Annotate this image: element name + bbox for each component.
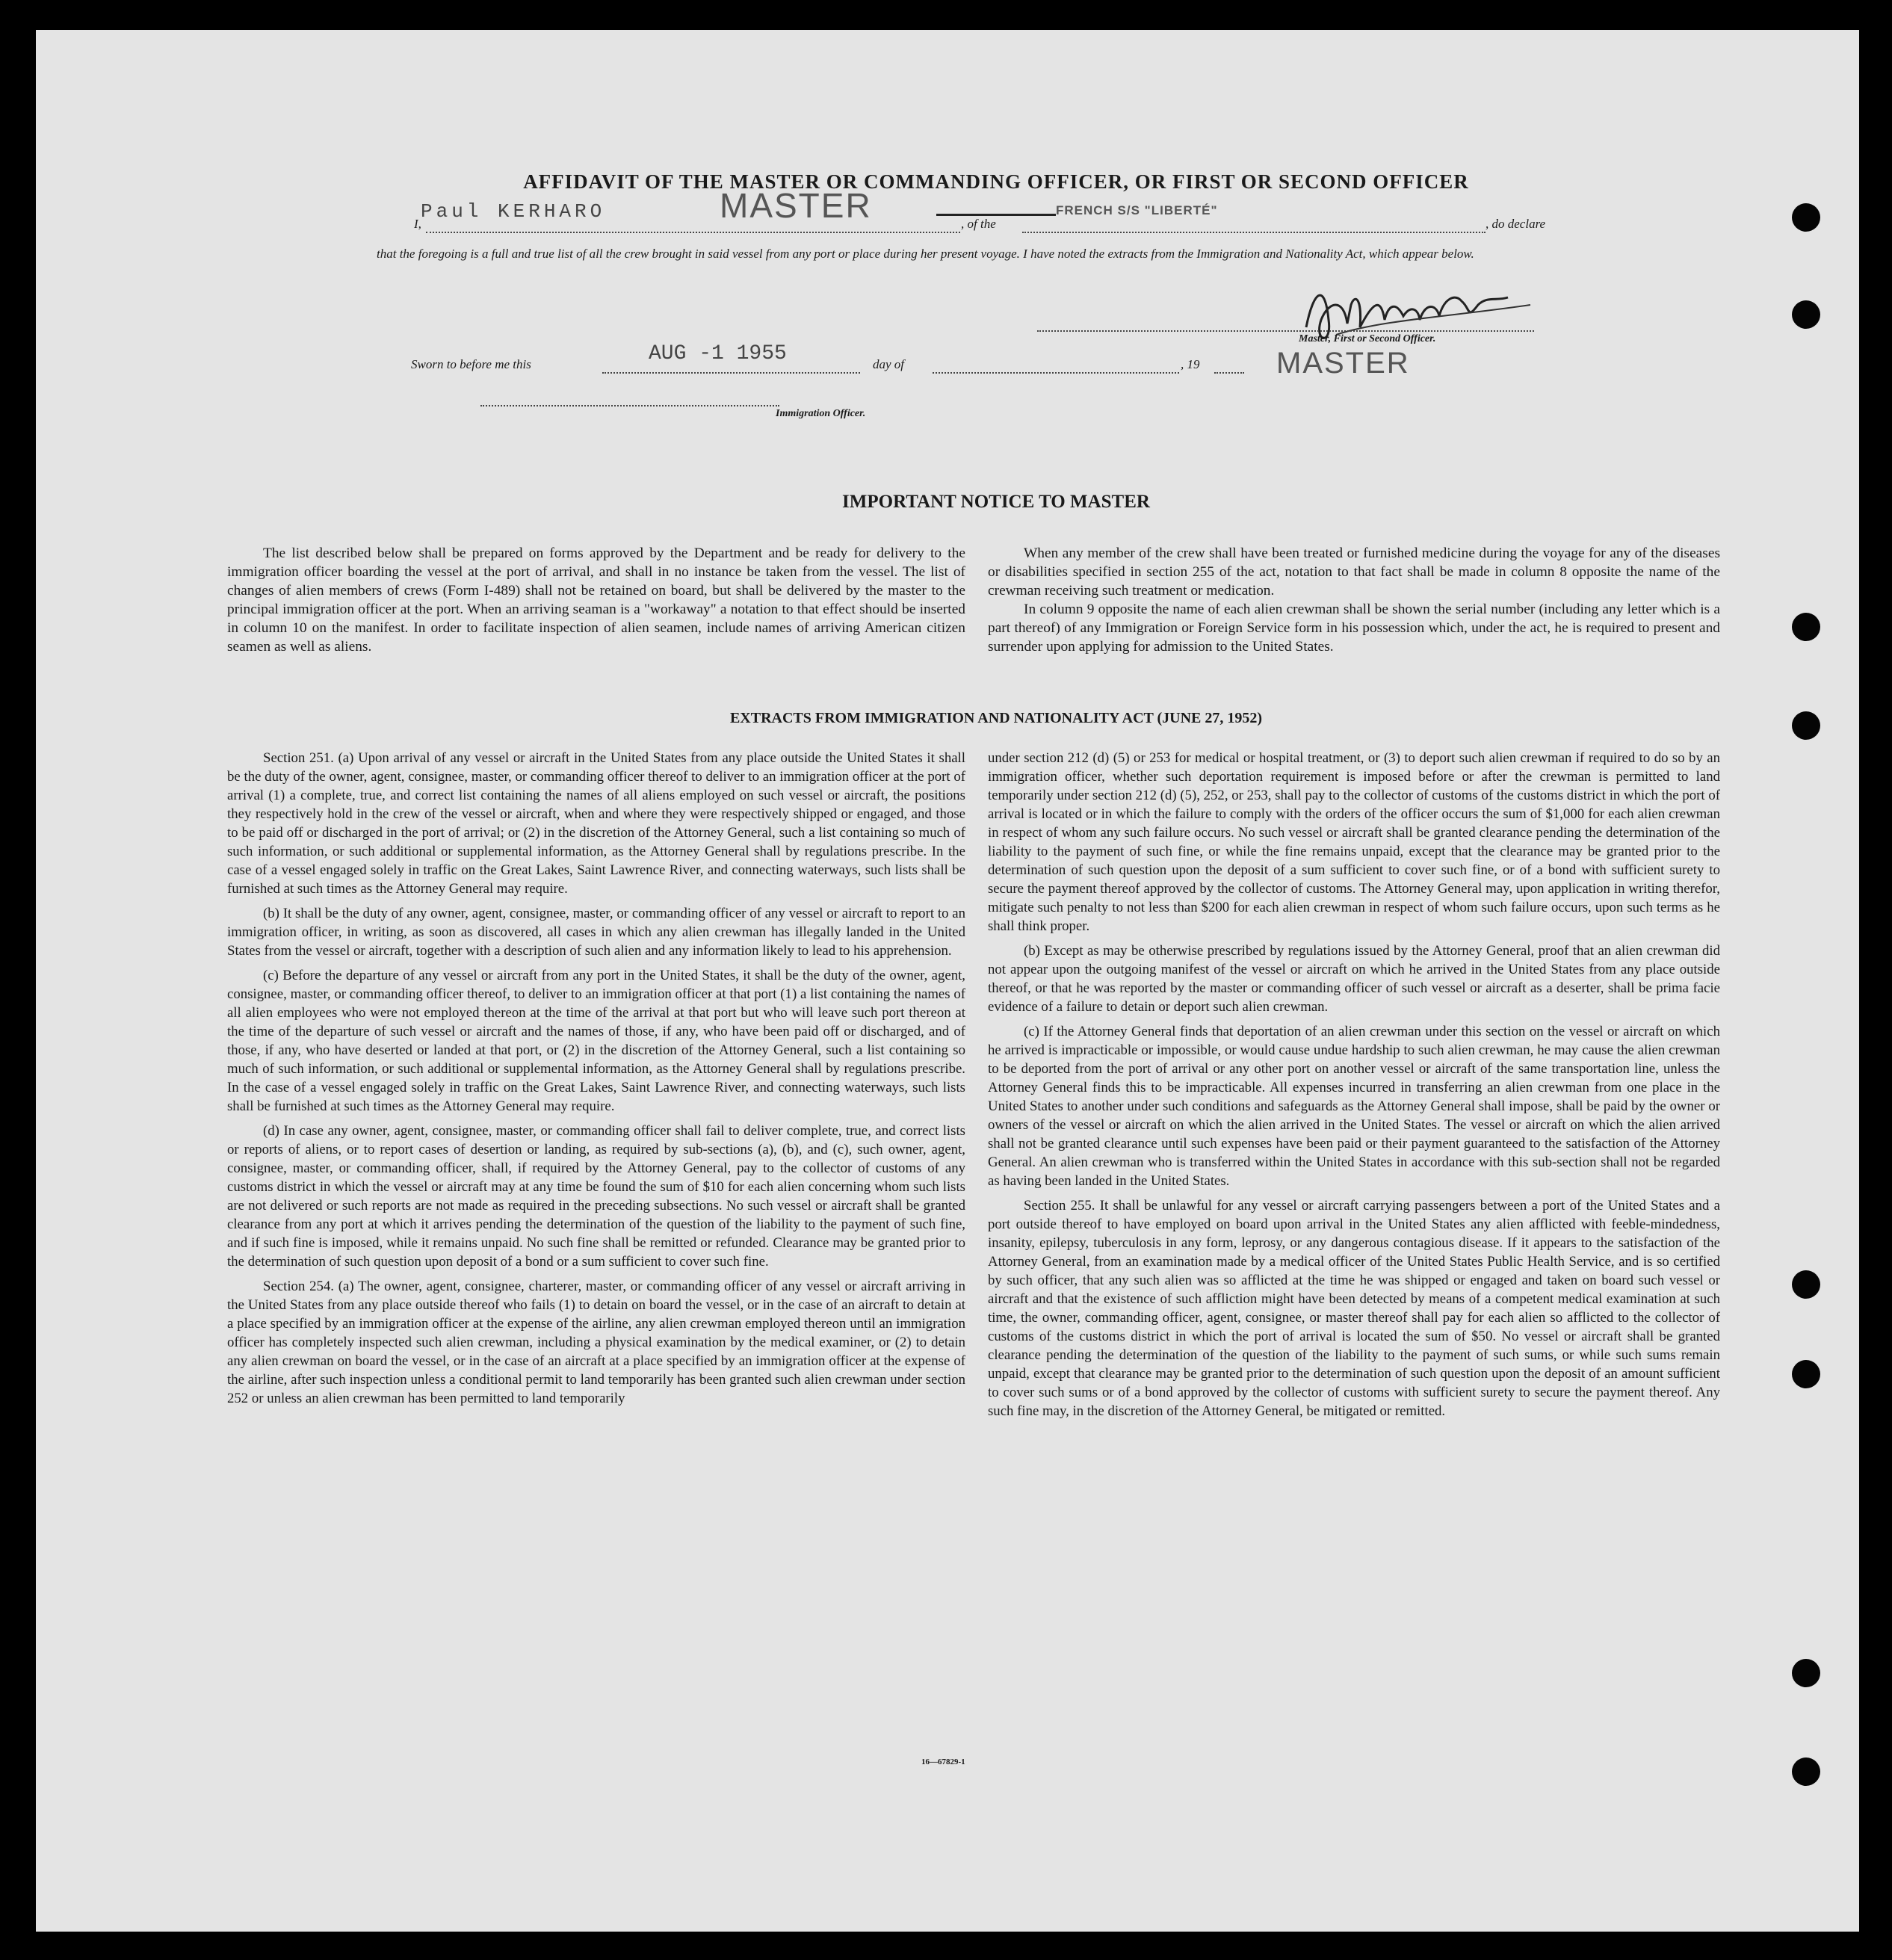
master-name: Paul KERHARO [421,200,606,223]
binder-hole [1792,1270,1820,1299]
document-page [36,30,1859,1932]
binder-hole [1792,1659,1820,1687]
notice-left-column [227,544,965,662]
title-rule [936,214,1056,216]
immigration-officer-caption: Immigration Officer. [776,408,866,419]
form-number: 16—67829-1 [921,1757,965,1766]
notice-right-column [988,544,1720,662]
sworn-date-line [602,372,860,374]
extracts-title: EXTRACTS FROM IMMIGRATION AND NATIONALITY ACT (JUNE 27, 1952) [729,710,1263,726]
affidavit-title: AFFIDAVIT OF THE MASTER OR COMMANDING OFFICER, OR FIRST OR SECOND OFFICER [523,170,1469,193]
name-field-line [426,232,960,233]
section-254-a-continued: under section 212 (d) (5) or 253 for medical or hospital treatment, or (3) to deport such alien crewman if required to do so by an immigration officer, whether such deportation requirement is imposed before or after the crewman is permitted to land temporarily under section 212 (d) (5), 252, or 253, shall pay to the collector of customs of the customs district in which the port of arrival is located or in which the failure to comply with the orders of the officer occurs the sum of $1,000 for each alien crewman in respect of whom any such failure occurs. No such vessel or aircraft shall be granted clearance pending the determination of the liability to the payment of such fine, or while the fine remains unpaid, except that the clearance may be granted prior to the determination of such question upon the deposit of a sum sufficient to cover such fine, or of a bond with sufficient surety to secure the payment thereof approved by the collector of customs. The Attorney General may, upon application in writing therefor, mitigate such penalty to not less than $200 for each alien crewman in respect of whom such failure occurs, upon such terms as he shall think proper. [988,750,1720,934]
rank-stamp: MASTER [720,186,872,225]
do-declare-label: , do declare [1486,217,1546,231]
section-251-a: Section 251. (a) Upon arrival of any vessel or aircraft in the United States from any place outside the United States it shall be the duty of the owner, agent, consignee, master, or commanding officer thereof to deliver to an immigration officer at the port of arrival (1) a complete, true, and correct list containing the names of all aliens employed on such vessel or aircraft, the positions they respectively hold in the crew of the vessel or aircraft, when and where they were respectively shipped or engaged, and those to be paid off or discharged in the port of arrival; or (2) in the discretion of the Attorney General, such a list containing so much of such information, or such additional or supplemental information, as the Attorney General shall by regulations prescribe. In the case of a vessel engaged solely in traffic on the Great Lakes, Saint Lawrence River, and connecting waterways, such lists shall be furnished at such times as the Attorney General may require. [227,750,965,897]
section-251-b: (b) It shall be the duty of any owner, agent, consignee, master, or commanding officer of any vessel or aircraft to report to an immigration officer, in writing, as soon as discovered, all cases in which any alien crewman has illegally landed in the United States from the vessel or aircraft, together with a description of such alien and any information likely to lead to his apprehension. [227,906,965,959]
notice-right-text-1: When any member of the crew shall have been treated or furnished medicine during the voyage for any of the diseases or disabilities specified in section 255 of the act, notation to that fact shall be made in column 8 opposite the name of the crewman receiving such treatment or medication. [988,545,1720,599]
declaration-body: that the foregoing is a full and true list of all the crew brought in said vessel from any port or place during her present voyage. I have noted the extracts from the Immigration and Nationality Act, which appear below. [377,247,1474,261]
section-254-b: (b) Except as may be otherwise prescribed by regulations issued by the Attorney General, proof that an alien crewman did not appear upon the outgoing manifest of the vessel or aircraft on which he arrived in the United States from any place outside thereof, or that he was reported by the master or commanding officer of such vessel or aircraft as a deserter, shall be prima facie evidence of a failure to detain or deport such alien crewman. [988,943,1720,1015]
section-255: Section 255. It shall be unlawful for any vessel or aircraft carrying passengers between a port of the United States and a port outside thereof to have employed on board upon arrival in the United States any alien afflicted with feeble-mindedness, insanity, epilepsy, tuberculosis in any form, leprosy, or any dangerous contagious disease. If it appears to the satisfaction of the Attorney General, from an examination made by a medical officer of the United States Public Health Service, and is so certified by such officer, that any such alien was so afflicted at the time he was shipped or engaged and taken on board such vessel or aircraft and that the existence of such affliction might have been detected by means of a competent medical examination at such time, the owner, commanding officer, agent, consignee, or master thereof shall pay for each alien so afflicted to the collector of customs of the customs district in which the port of arrival is located the sum of $50. No vessel or aircraft shall be granted clearance pending the determination of the question of the liability to the payment of such sums, or while such sums remain unpaid, except that clearance may be granted prior to the determination of such question upon the deposit of an amount sufficient to cover such sums or of a bond approved by the collector of customs with sufficient surety to secure the payment thereof. Any such fine may, in the discretion of the Attorney General, be mitigated or remitted. [988,1198,1720,1419]
signature-line [1037,330,1534,332]
vessel-name: FRENCH S/S "LIBERTÉ" [1056,203,1218,217]
sworn-date-stamp: AUG -1 1955 [649,342,787,365]
binder-hole [1792,1360,1820,1388]
section-251-d: (d) In case any owner, agent, consignee, master, or commanding officer shall fail to deliver complete, true, and correct lists or reports of aliens, or to report cases of desertion or landing, as required by sub-sections (a), (b), and (c), such owner, agent, consignee, master, or commanding officer, shall, if required by the Attorney General, pay to the collector of customs of any customs district in which the vessel or aircraft may at any time be found the sum of $10 for each alien concerning whom such lists are not delivered or such reports are not made as required in the preceding subsections. No such vessel or aircraft shall be granted clearance from any port at which it arrives pending the determination of the question of the liability to the payment of such fine, and if such fine is imposed, while it remains unpaid. No such fine shall be remitted or refunded. Clearance may be granted prior to the determination of such question upon deposit of a bond or a sum sufficient to cover such fine. [227,1123,965,1270]
notice-left-text: The list described below shall be prepared on forms approved by the Department and be ready for delivery to the immigration officer boarding the vessel at the port of arrival, and shall in no instance be taken from the vessel. The list of changes of alien members of crews (Form I-489) shall not be retained on board, but shall be delivered by the master to the principal immigration officer at the port. When an arriving seaman is a "workaway" a notation to that effect should be inserted in column 10 on the manifest. In order to facilitate inspection of alien seamen, include names of arriving American citizen seamen as well as aliens. [227,545,965,655]
section-254-c: (c) If the Attorney General finds that deportation of an alien crewman under this section on the vessel or aircraft on which he arrived is impracticable or impossible, or would cause undue hardship to such alien crewman, he may cause the alien crewman to be deported from the port of arrival or any other port on another vessel or aircraft of the same transportation line, unless the Attorney General finds this to be impracticable. All expenses incurred in transferring an alien crewman from one place in the United States to another under such conditions and safeguards as the Attorney General shall impose, shall be paid by the owner or owners of the vessel or aircraft on which the alien arrived in the United States. The vessel or aircraft on which the alien arrived shall not be granted clearance until such expenses have been paid or their payment guaranteed to the satisfaction of the Attorney General. An alien crewman who is transferred within the United States in accordance with this sub-section shall not be regarded as having been landed in the United States. [988,1024,1720,1189]
extracts-right-column [988,749,1720,1426]
binder-hole [1792,613,1820,641]
year-field-line [1214,372,1244,374]
signature-caption: Master, First or Second Officer. [1299,333,1436,344]
year-label: , 19 [1181,357,1200,371]
section-251-c: (c) Before the departure of any vessel or aircraft from any port in the United States, it shall be the duty of the owner, agent, consignee, master, or commanding officer thereof, to deliver to an immigration officer at that port (1) a list containing the names of all alien employees who were not employed thereon at the time of the arrival at that port but who will leave such port thereon at the time of the departure of such vessel or aircraft and the names of those, if any, who have been paid off or discharged, and of those, if any, who have deserted or landed at that port, or (2) in the discretion of the Attorney General, such a list containing so much of such information, or such additional or supplemental information, as the Attorney General shall by regulations prescribe. In the case of a vessel engaged solely in traffic on the Great Lakes, Saint Lawrence River, and connecting waterways, such lists shall be furnished at such times as the Attorney General may require. [227,968,965,1114]
sworn-label: Sworn to before me this [411,357,531,371]
immigration-officer-line [480,405,779,406]
declaration-prefix: I, [414,217,421,231]
month-field-line [933,372,1179,374]
master-stamp: MASTER [1276,347,1410,380]
binder-hole [1792,203,1820,232]
binder-hole [1792,300,1820,329]
notice-title: IMPORTANT NOTICE TO MASTER [842,492,1150,512]
of-the-label: , of the [961,217,996,231]
binder-hole [1792,1757,1820,1786]
binder-hole [1792,711,1820,740]
notice-right-text-2: In column 9 opposite the name of each alien crewman shall be shown the serial number (including any letter which is a part thereof) of any Immigration or Foreign Service form in his possession which, under the act, he is required to present and surrender upon applying for admission to the United States. [988,602,1720,655]
section-254-a: Section 254. (a) The owner, agent, consignee, charterer, master, or commanding officer of any vessel or aircraft arriving in the United States from any place outside thereof who fails (1) to detain on board the vessel, or in the case of an aircraft to detain at a place specified by an immigration officer at the expense of the airline, any alien crewman employed thereon until an immigration officer has completely inspected such alien crewman, including a physical examination by the medical examiner, or (2) to detain any alien crewman on board the vessel, or in the case of an aircraft at a place specified by an immigration officer at the expense of the airline, after such inspection unless a conditional permit to land temporarily has been granted such alien crewman under section 252 or unless an alien crewman has been permitted to land temporarily [227,1279,965,1406]
vessel-field-line [1022,232,1486,233]
day-of-label: day of [873,357,905,371]
extracts-left-column [227,749,965,1414]
